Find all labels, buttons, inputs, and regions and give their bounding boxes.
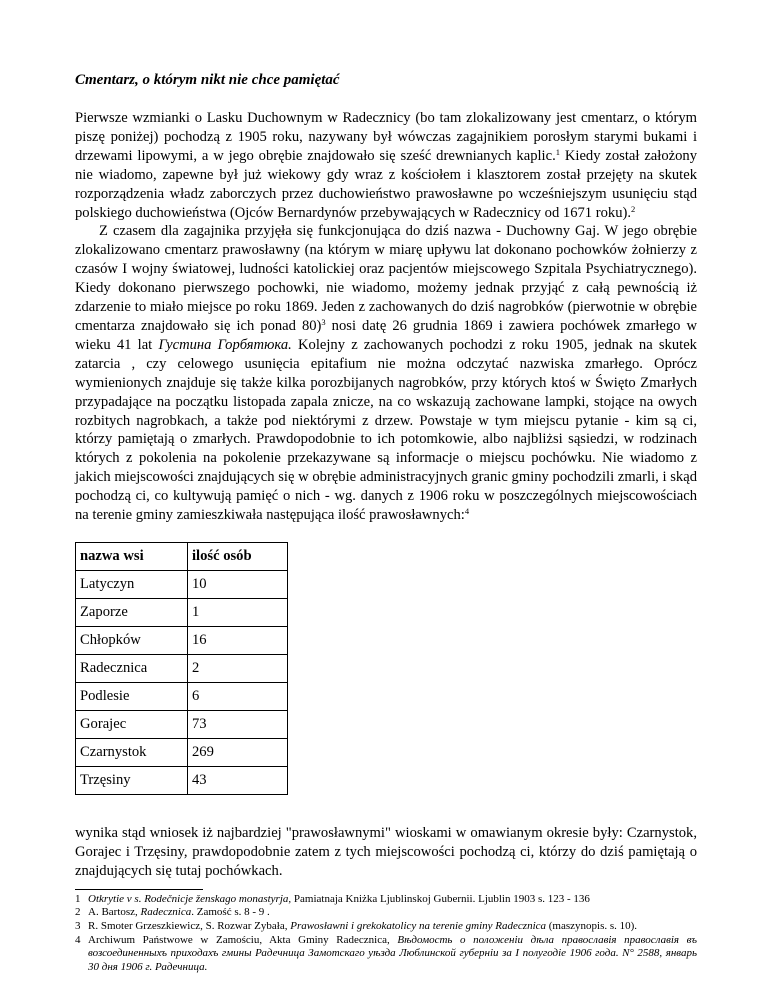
footnote-italic: Prawosławni i grekokatolicy na terenie gminy Radecznica bbox=[290, 920, 547, 933]
footnote-number: 1 bbox=[75, 892, 81, 905]
table-header-row bbox=[76, 542, 288, 570]
village-name: Latyczyn bbox=[76, 570, 188, 598]
table-row bbox=[76, 738, 288, 766]
paragraph-history-text-end: Kolejny z zachowanych pochodzi z roku 1905, jednak na skutek zatarcia , czy celowego usunięcia epitafium nie można odczytać nazwiska zmarłego. Oprócz wymienionych znajduje się także kilka porozbijanych nagrobków, przy których ktoś w Święto Zmarłych przypadające na początku listopada zapala znicze, na co wskazują zachowane lampki, stojące na owych rozbitych nagrobkach, a także pod niektórymi z drzew. Powstaje w tym miejscu pytanie - kim są ci, którzy pamiętają o zmarłych. Prawdopodobnie to ich potomkowie, albo najbliżsi sąsiedzi, w rodzinach których z pokolenia na pokolenie przekazywane są informacje o miejscu pochówku. Nie wiadomo z jakich miejscowości znajdujących się w obrębie administracyjnych granic gminy pochodzili zmarli, i skąd pochodzą ci, co kultywują pamięć o nich - wg. danych z 1906 roku w poszczególnych miejscowościach na terenie gminy zamieszkiwała następująca ilość prawosławnych: bbox=[75, 336, 697, 524]
footnote-plain: . Zamość s. 8 - 9 . bbox=[191, 906, 270, 919]
header-village: nazwa wsi bbox=[76, 542, 188, 570]
paragraph-conclusion: wynika stąd wniosek iż najbardziej "prawosławnymi" wioskami w omawianym okresie były: Czarnystok, Gorajec i Trzęsiny, prawdopodobnie zatem z tych miejscowości pochodzą ci, którzy do dziś pamiętają o znajdujących się tutaj pochówkach. bbox=[75, 824, 697, 879]
table-row bbox=[76, 654, 288, 682]
footnote-4 bbox=[75, 934, 697, 975]
footnote-plain: Pamiatnaja Kniżka Ljublinskoj Gubernii. Ljublin 1903 s. 123 - 136 bbox=[291, 892, 590, 905]
paragraph-history-text-cont: nosi datę 26 grudnia 1869 i zawiera pochówek zmarłego w wieku 41 lat bbox=[75, 317, 697, 353]
village-name: Trzęsiny bbox=[76, 766, 188, 794]
table-row bbox=[76, 682, 288, 710]
village-name: Radecznica bbox=[76, 654, 188, 682]
footnotes bbox=[75, 893, 697, 975]
village-count: 73 bbox=[188, 710, 288, 738]
villages-table bbox=[75, 542, 288, 795]
footnote-text bbox=[88, 934, 697, 975]
paragraph-intro-text-cont: Kiedy został założony nie wiadomo, zapewne był już wiekowy gdy wraz z kościołem i klasztorem został przejęty na skutek rozporządzenia władz zaborczych przez duchowieństwo prawosławne po wcześniejszym usunięciu stąd polskiego duchowieństwa (Ojców Bernardynów przebywających w Radecznicy od 1671 roku). bbox=[75, 147, 697, 221]
table-row bbox=[76, 710, 288, 738]
footnote-plain-pre: R. Smoter Grzeszkiewicz, S. Rozwar Zybała, bbox=[88, 920, 291, 933]
paragraph-intro-text: Pierwsze wzmianki o Lasku Duchownym w Radecznicy (bo tam zlokalizowany jest cmentarz, o którym piszę poniżej) pochodzą z 1905 roku, nazywany był wówczas zagajnikiem porosłym starymi bukami i drzewami lipowymi, a w jego obrębie znajdowało się sześć drewnianych kaplic. bbox=[75, 110, 697, 164]
table-row bbox=[76, 766, 288, 794]
header-count: ilość osób bbox=[188, 542, 288, 570]
village-count: 1 bbox=[188, 598, 288, 626]
village-name: Gorajec bbox=[76, 710, 188, 738]
village-count: 6 bbox=[188, 682, 288, 710]
village-count: 16 bbox=[188, 626, 288, 654]
document-title: Cmentarz, o którym nikt nie chce pamiętać bbox=[75, 72, 340, 88]
village-count: 43 bbox=[188, 766, 288, 794]
footnote-number: 4 bbox=[75, 933, 81, 946]
village-name: Czarnystok bbox=[76, 738, 188, 766]
paragraph-history bbox=[75, 222, 697, 525]
footnote-ref-1[interactable]: 1 bbox=[555, 146, 560, 157]
footnote-number: 2 bbox=[75, 906, 81, 919]
footnote-text bbox=[88, 906, 697, 920]
footnote-2 bbox=[75, 906, 697, 920]
village-count: 10 bbox=[188, 570, 288, 598]
footnote-ref-2[interactable]: 2 bbox=[631, 203, 636, 214]
deceased-name: Густина Горбятюка. bbox=[158, 336, 292, 353]
paragraph-intro bbox=[75, 109, 697, 222]
village-count: 2 bbox=[188, 654, 288, 682]
footnote-3 bbox=[75, 920, 697, 934]
paragraph-history-text: Z czasem dla zagajnika przyjęła się funkcjonująca do dziś nazwa - Duchowny Gaj. W jego obrębie zlokalizowano cmentarz prawosławny (na którym w miarę upływu lat dokonano pochowków żołnierzy z czasów I wojny światowej, ludności katolickiej oraz pacjentów miejscowego Szpitala Psychiatrycznego). Kiedy dokonano pierwszego pochowki, nie wiadomo, możemy jednak przyjąć z całą pewnością iż zdarzenie to miało miejsce po roku 1869. Jeden z zachowanych do dziś nagrobków (pierwotnie w obrębie cmentarza znajdowało się ich ponad 80) bbox=[75, 223, 697, 334]
table-row bbox=[76, 626, 288, 654]
table-row bbox=[76, 570, 288, 598]
footnote-plain-pre: A. Bartosz, bbox=[88, 906, 141, 919]
footnote-text bbox=[88, 893, 697, 907]
village-name: Chłopków bbox=[76, 626, 188, 654]
footnote-ref-4[interactable]: 4 bbox=[464, 506, 470, 517]
footnote-plain-pre: Archiwum Państwowe w Zamościu, Akta Gminy Radecznica, bbox=[88, 933, 398, 946]
village-name: Zaporze bbox=[76, 598, 188, 626]
footnote-italic: Radecznica bbox=[140, 906, 192, 919]
village-name: Podlesie bbox=[76, 682, 188, 710]
footnote-divider bbox=[75, 889, 203, 890]
footnote-ref-3[interactable]: 3 bbox=[321, 316, 326, 327]
table-row bbox=[76, 598, 288, 626]
document-page bbox=[75, 70, 697, 975]
footnote-number: 3 bbox=[75, 920, 81, 933]
village-count: 269 bbox=[188, 738, 288, 766]
footnote-1 bbox=[75, 893, 697, 907]
footnote-text bbox=[88, 920, 697, 934]
footnote-plain: (maszynopis. s. 10). bbox=[546, 920, 638, 933]
footnote-italic: Otkrytie v s. Rodečnicje ženskago monastyrja, bbox=[88, 892, 292, 905]
footnote-italic: Вѣдомость о положенiи дѣла православiя православiя въ возсоединенныхъ приходахъ гмины Радечница Замотскаго уѣзда Люблинской губернiи за I полугодiе 1906 года. N° 2588, январь 30 дня 1906 г. Радечница. bbox=[88, 933, 697, 974]
